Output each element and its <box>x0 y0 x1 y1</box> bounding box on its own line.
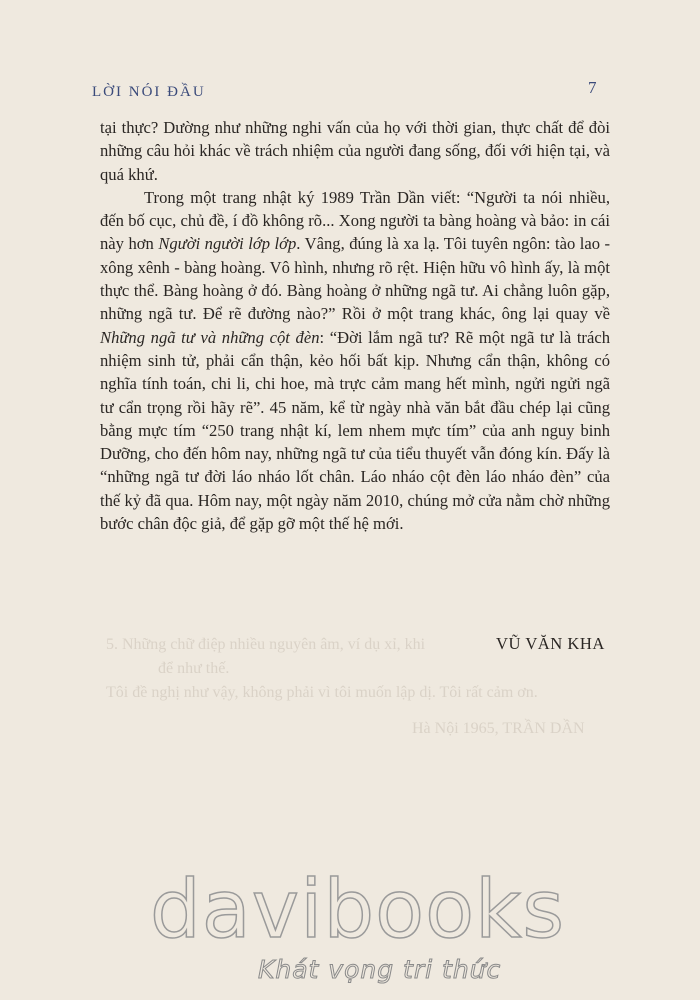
author-signature: VŨ VĂN KHA <box>496 634 605 653</box>
bleed-through-line: 5. Những chữ điệp nhiều nguyên âm, ví dụ xỉ, khi <box>106 636 426 653</box>
italic-title-run: Người người lớp lớp <box>158 234 297 254</box>
watermark-logo: davibooks <box>150 863 566 956</box>
bleed-through-line: để như thế. <box>158 660 230 677</box>
page-number: 7 <box>588 78 597 97</box>
bleed-through-line: Hà Nội 1965, TRẦN DẦN <box>412 720 585 737</box>
text-run: . Vâng, đúng là xa lạ. Tôi tuyên ngôn: tào lao - xông xênh - bàng hoàng. Vô hình, nhưng rõ rệt. Hiện hữu vô hình ấy, là một thực thể. Bàng hoàng ở đó. Bàng hoàng ở những ngã tư. Ai chẳng luôn gặp, những ngã tư. Để rẽ đường nào?” Rồi ở một trang khác, ông lại quay về <box>100 234 611 324</box>
italic-title-run: Những ngã tư và những cột đèn <box>100 327 320 347</box>
text-run: : “Đời lắm ngã tư? Rẽ một ngã tư là trách nhiệm sinh tử, phải cẩn thận, kẻo hối bất kịp. Nhưng cẩn thận, không có nghĩa tính toán, chi li, chi hoe, mà trực cảm mang hết mình, ngửi ngửi ngã tư cẩn trọng rồi hãy rẽ”. 45 năm, kể từ ngày nhà văn bắt đầu chép lại cũng bằng mực tím “250 trang nhật kí, lem nhem mực tím” của anh nguy binh Dưỡng, cho đến hôm nay, những ngã tư của tiểu thuyết vẫn đóng kín. Đấy là “những ngã tư đời láo nháo lốt chân. Láo nháo cột đèn láo nháo đèn” của thế kỷ đã qua. Hôm nay, một ngày năm 2010, chúng mở cửa nằm chờ những bước chân độc giả, để gặp gỡ một thế hệ mới. <box>100 327 610 534</box>
body-paragraph <box>100 186 610 535</box>
body-paragraph <box>100 116 610 186</box>
text-run: tại thực? Dường như những nghi vấn của họ với thời gian, thực chất để đòi những câu hỏi khác về trách nhiệm của người đang sống, đối với hiện tại, và quá khứ. <box>100 118 610 184</box>
bleed-through-line: Tôi đề nghị như vậy, không phải vì tôi muốn lập dị. Tôi rất cảm ơn. <box>106 684 538 701</box>
body-text <box>100 116 610 535</box>
watermark-slogan: Khát vọng tri thức <box>258 955 502 984</box>
text-run: Trong một trang nhật ký 1989 Trần Dần viết: “Người ta nói nhiều, đến bố cục, chủ đề, í đồ không rõ... Xong người ta bàng hoàng và bảo: in cái này hơn <box>100 187 610 254</box>
chapter-header-title: LỜI NÓI ĐẦU <box>92 84 206 100</box>
